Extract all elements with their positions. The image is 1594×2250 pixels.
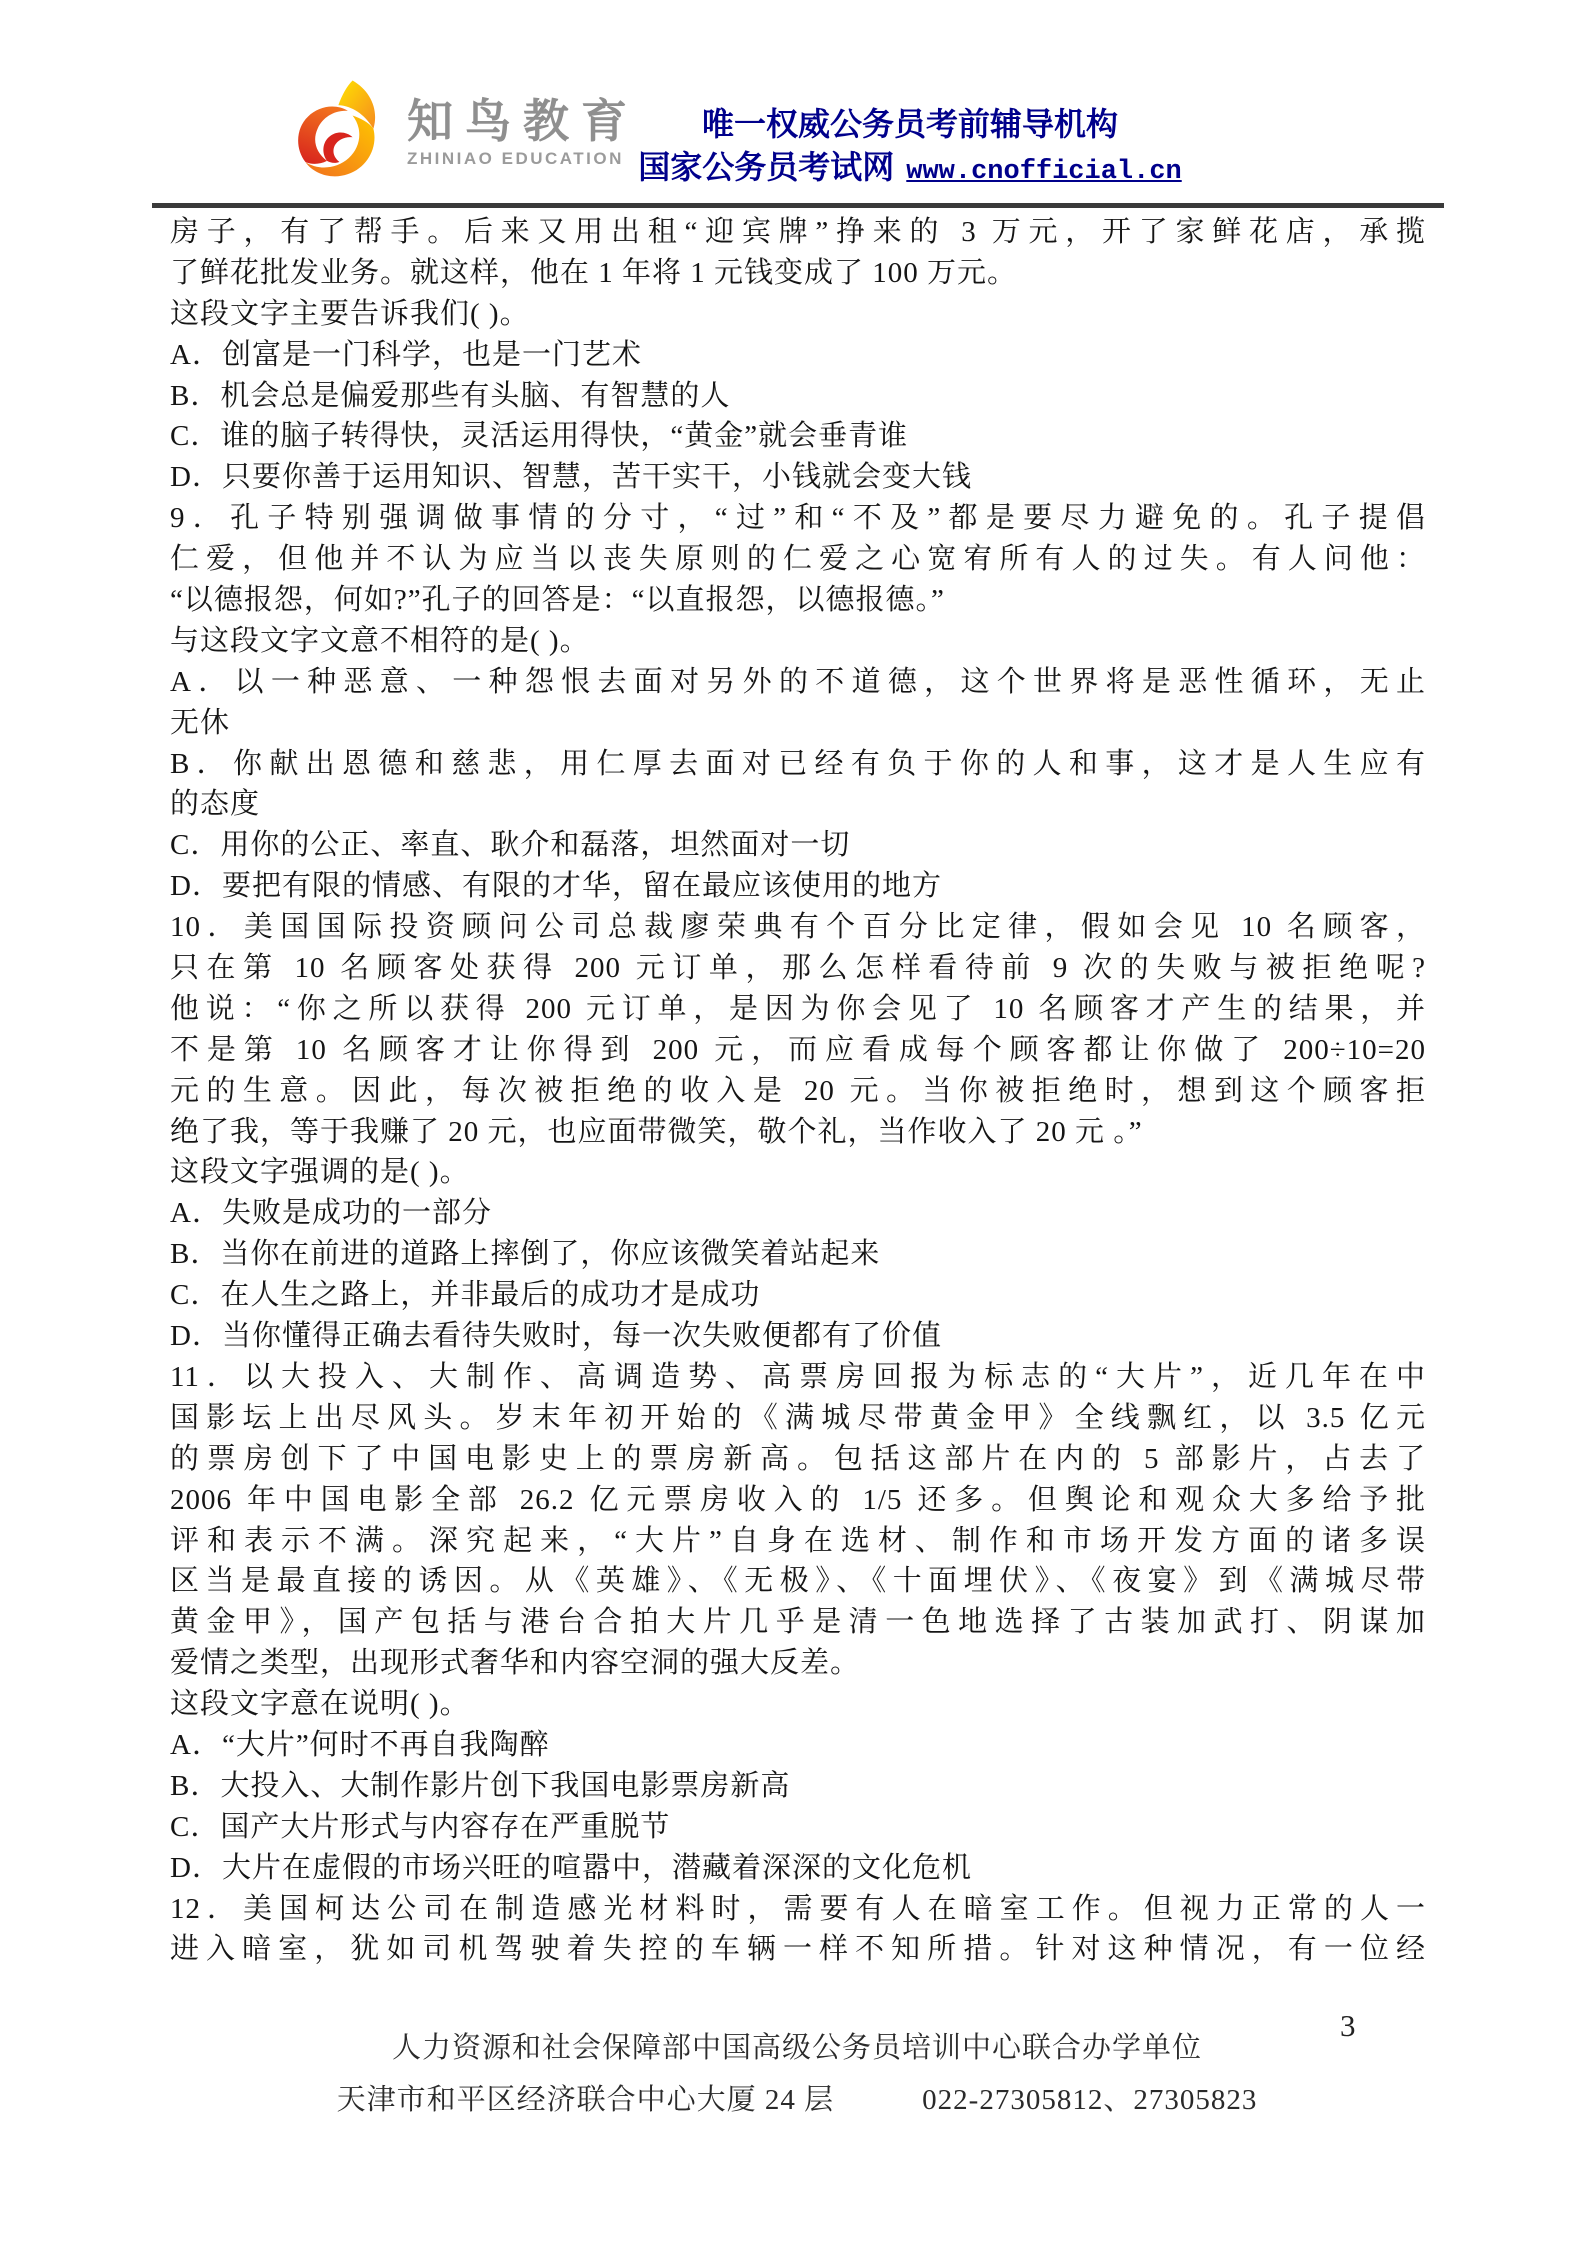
text-line: 的票房创下了中国电影史上的票房新高。包括这部片在内的 5 部影片，占去了 bbox=[170, 1442, 1426, 1475]
option-line: 无休 bbox=[170, 706, 231, 739]
header-slogan bbox=[625, 102, 1195, 190]
text-line: 这段文字主要告诉我们( )。 bbox=[170, 297, 530, 330]
option-line: D．当你懂得正确去看待失败时，每一次失败便都有了价值 bbox=[170, 1320, 942, 1353]
option-line: B．你献出恩德和慈悲，用仁厚去面对已经有负于你的人和事，这才是人生应有 bbox=[170, 747, 1426, 780]
text-line: 评和表示不满。深究起来，“大片”自身在选材、制作和市场开发方面的诸多误 bbox=[170, 1524, 1426, 1557]
text-line: “以德报怨，何如?”孔子的回答是：“以直报怨，以德报德。” bbox=[170, 584, 945, 617]
text-line: 他说：“你之所以获得 200 元订单，是因为你会见了 10 名顾客才产生的结果，并 bbox=[170, 992, 1426, 1025]
option-line: A．失败是成功的一部分 bbox=[170, 1197, 492, 1230]
text-line: 了鲜花批发业务。就这样，他在 1 年将 1 元钱变成了 100 万元。 bbox=[170, 256, 1018, 289]
question-line: 9．孔子特别强调做事情的分寸，“过”和“不及”都是要尽力避免的。孔子提倡 bbox=[170, 502, 1426, 535]
footer-org-line: 人力资源和社会保障部中国高级公务员培训中心联合办学单位 bbox=[391, 2032, 1202, 2064]
footer-address: 天津市和平区经济联合中心大厦 24 层 bbox=[336, 2084, 835, 2116]
text-line: 仁爱，但他并不认为应当以丧失原则的仁爱之心宽宥所有人的过失。有人问他： bbox=[170, 543, 1426, 576]
footer-phones: 022-27305812、27305823 bbox=[922, 2084, 1258, 2116]
flame-bird-swirl-icon bbox=[293, 76, 397, 190]
text-line: 爱情之类型，出现形式奢华和内容空洞的强大反差。 bbox=[170, 1647, 861, 1680]
option-line: C．国产大片形式与内容存在严重脱节 bbox=[170, 1810, 671, 1843]
text-line: 与这段文字文意不相符的是( )。 bbox=[170, 624, 590, 657]
question-text-block bbox=[170, 212, 1426, 1970]
text-line: 房子，有了帮手。后来又用出租“迎宾牌”挣来的 3 万元，开了家鲜花店，承揽 bbox=[170, 216, 1426, 248]
logo-name-cn: 知鸟教育 bbox=[407, 94, 639, 147]
option-line: B．当你在前进的道路上摔倒了，你应该微笑着站起来 bbox=[170, 1238, 881, 1271]
site-label: 国家公务员考试网 bbox=[638, 148, 895, 185]
text-line: 这段文字强调的是( )。 bbox=[170, 1156, 470, 1189]
logo-text bbox=[407, 94, 639, 169]
text-line: 2006 年中国电影全部 26.2 亿元票房收入的 1/5 还多。但舆论和观众大多给予批 bbox=[170, 1483, 1426, 1516]
option-line: C．谁的脑子转得快，灵活运用得快，“黄金”就会垂青谁 bbox=[170, 420, 909, 453]
text-line: 不是第 10 名顾客才让你得到 200 元，而应看成每个顾客都让你做了 200÷10=20 bbox=[170, 1033, 1426, 1066]
text-line: 进入暗室，犹如司机驾驶着失控的车辆一样不知所措。针对这种情况，有一位经 bbox=[170, 1933, 1426, 1966]
header-divider bbox=[152, 203, 1444, 208]
option-line: B．大投入、大制作影片创下我国电影票房新高 bbox=[170, 1769, 791, 1802]
header bbox=[0, 0, 1594, 203]
text-line: 绝了我，等于我赚了 20 元，也应面带微笑，敬个礼，当作收入了 20 元 。” bbox=[170, 1115, 1143, 1148]
question-line: 11．以大投入、大制作、高调造势、高票房回报为标志的“大片”，近几年在中 bbox=[170, 1360, 1426, 1393]
text-line: 黄金甲》，国产包括与港台合拍大片几乎是清一色地选择了古装加武打、阴谋加 bbox=[170, 1606, 1426, 1639]
option-line: 的态度 bbox=[170, 788, 261, 821]
text-line: 只在第 10 名顾客处获得 200 元订单，那么怎样看待前 9 次的失败与被拒绝呢? bbox=[170, 952, 1426, 985]
slogan-line2 bbox=[625, 147, 1195, 190]
option-line: A．“大片”何时不再自我陶醉 bbox=[170, 1728, 550, 1761]
footer-contact-line bbox=[0, 2078, 1594, 2122]
page-number: 3 bbox=[1340, 2008, 1356, 2043]
footer bbox=[0, 2026, 1594, 2122]
logo-name-en: ZHINIAO EDUCATION bbox=[407, 149, 624, 169]
site-url-link[interactable]: www.cnofficial.cn bbox=[906, 156, 1182, 187]
option-line: C．用你的公正、率直、耿介和磊落，坦然面对一切 bbox=[170, 829, 851, 862]
text-line: 元的生意。因此，每次被拒绝的收入是 20 元。当你被拒绝时，想到这个顾客拒 bbox=[170, 1074, 1426, 1107]
option-line: D．要把有限的情感、有限的才华，留在最应该使用的地方 bbox=[170, 870, 942, 903]
option-line: D．只要你善于运用知识、智慧，苦干实干，小钱就会变大钱 bbox=[170, 461, 972, 494]
logo bbox=[293, 76, 639, 190]
text-line: 国影坛上出尽风头。岁末年初开始的《满城尽带黄金甲》全线飘红，以 3.5 亿元 bbox=[170, 1401, 1426, 1434]
slogan-line1: 唯一权威公务员考前辅导机构 bbox=[701, 106, 1118, 142]
text-line: 区当是最直接的诱因。从《英雄》、《无极》、《十面埋伏》、《夜宴》到《满城尽带 bbox=[170, 1565, 1426, 1598]
question-line: 12．美国柯达公司在制造感光材料时，需要有人在暗室工作。但视力正常的人一 bbox=[170, 1892, 1426, 1925]
question-line: 10．美国国际投资顾问公司总裁廖荣典有个百分比定律，假如会见 10 名顾客， bbox=[170, 911, 1426, 944]
text-line: 这段文字意在说明( )。 bbox=[170, 1688, 470, 1721]
option-line: B．机会总是偏爱那些有头脑、有智慧的人 bbox=[170, 379, 731, 412]
option-line: A．以一种恶意、一种怨恨去面对另外的不道德，这个世界将是恶性循环，无止 bbox=[170, 665, 1426, 698]
option-line: D．大片在虚假的市场兴旺的喧嚣中，潜藏着深深的文化危机 bbox=[170, 1851, 972, 1884]
option-line: A．创富是一门科学，也是一门艺术 bbox=[170, 338, 642, 371]
option-line: C．在人生之路上，并非最后的成功才是成功 bbox=[170, 1279, 761, 1312]
